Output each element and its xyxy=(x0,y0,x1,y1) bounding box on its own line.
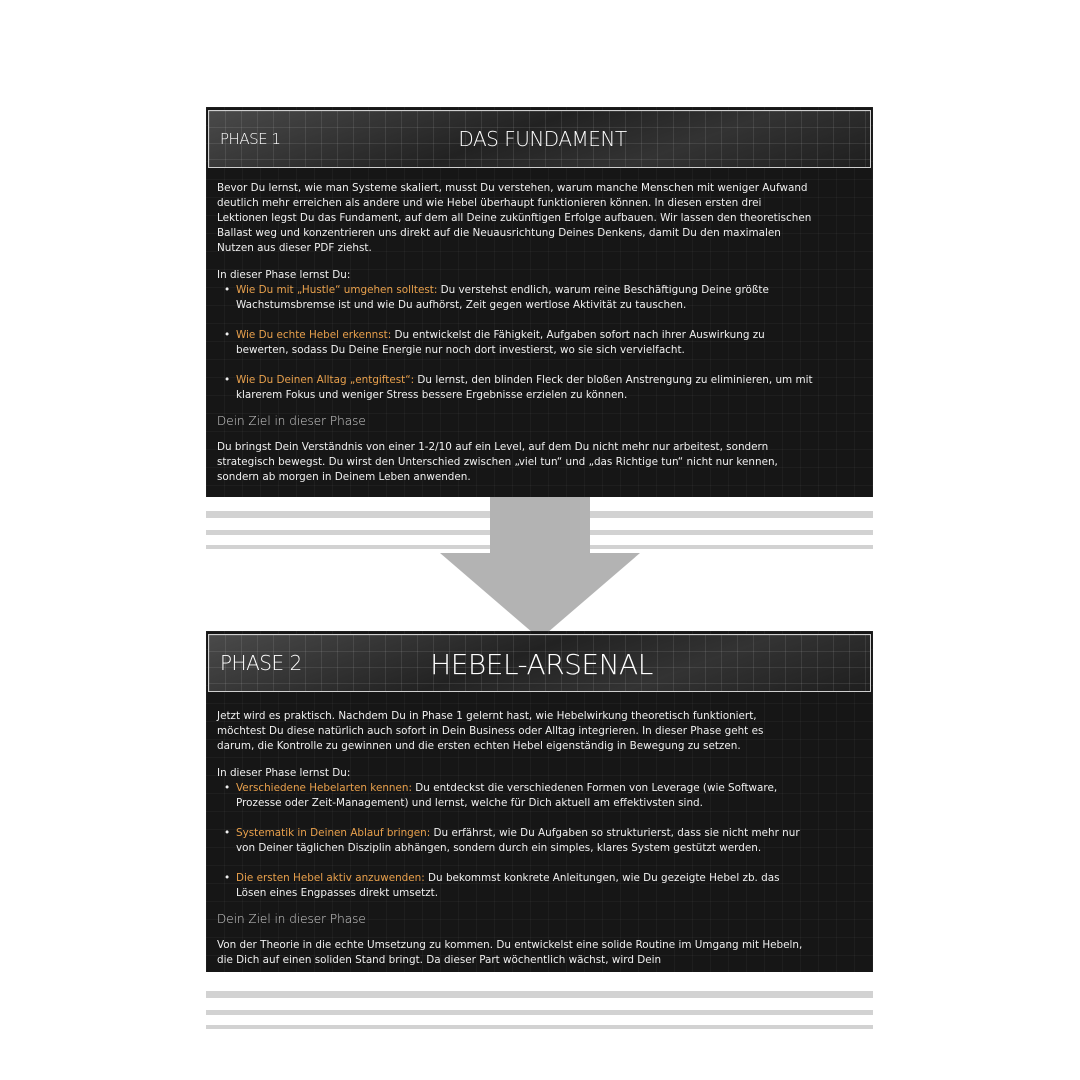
phase-1-goal-heading: Dein Ziel in dieser Phase xyxy=(217,414,366,428)
bullet-text: Du bekommst konkrete Anleitungen, wie Du gezeigte Hebel zb. das Lösen eines Engpasses direkt umsetzt. xyxy=(236,872,780,899)
bullet-text: Du entdeckst die verschiedenen Formen von Leverage (wie Software, Prozesse oder Zeit-Management) und lernst, welche für Dich aktuell am effektivsten sind. xyxy=(236,782,778,809)
bullet-dot-icon: • xyxy=(224,374,231,386)
bullet-text: Du entwickelst die Fähigkeit, Aufgaben sofort nach ihrer Auswirkung zu bewerten, sodass Du Deine Energie nur noch dort investierst, wo sie sich vervielfacht. xyxy=(236,329,765,356)
bullet-lead: Wie Du echte Hebel erkennst: xyxy=(236,329,392,341)
phase-2-learn-heading: In dieser Phase lernst Du: xyxy=(217,767,351,779)
phase-2-goal-heading: Dein Ziel in dieser Phase xyxy=(217,912,366,926)
bullet-text: Du erfährst, wie Du Aufgaben so strukturierst, dass sie nicht mehr nur von Deiner täglichen Disziplin abhängen, sondern durch ein simples, klares System gestützt werden. xyxy=(236,827,800,854)
phase-1-learn-heading: In dieser Phase lernst Du: xyxy=(217,269,351,281)
bullet-lead: Die ersten Hebel aktiv anzuwenden: xyxy=(236,872,425,884)
divider-stripe xyxy=(206,1010,873,1015)
bullet-text: Du lernst, den blinden Fleck der bloßen Anstrengung zu eliminieren, um mit klarerem Fokus und weniger Stress bessere Ergebnisse erzielen zu können. xyxy=(236,374,813,401)
phase-2-bullet-list xyxy=(217,781,803,901)
phase-2-card xyxy=(206,631,873,972)
bullet-text: Du verstehst endlich, warum reine Beschäftigung Deine größte Wachstumsbremse ist und wie Du aufhörst, Zeit gegen wertlose Aktivität zu tauschen. xyxy=(236,284,769,311)
phase-1-title: DAS FUNDAMENT xyxy=(458,127,627,151)
bullet-dot-icon: • xyxy=(224,827,231,839)
divider-stripe xyxy=(206,1025,873,1029)
bullet-item xyxy=(217,826,803,856)
phase-2-goal-text: Von der Theorie in die echte Umsetzung zu kommen. Du entwickelst eine solide Routine im Umgang mit Hebeln, die Dich auf einen soliden Stand bringt. Da dieser Part wöchentlich wächst, wird Dein xyxy=(217,939,803,966)
bullet-item xyxy=(217,283,813,313)
bullet-item xyxy=(217,871,803,901)
phase-2-intro: Jetzt wird es praktisch. Nachdem Du in Phase 1 gelernt hast, wie Hebelwirkung theoretisch funktioniert, möchtest Du diese natürlich auch sofort in Dein Business oder Alltag integrieren. In dieser Phase geht es darum, die Kontrolle zu gewinnen und die ersten echten Hebel eigenständig in Bewegung zu setzen. xyxy=(217,710,764,752)
down-arrow-icon xyxy=(490,497,590,555)
phase-2-title: HEBEL-ARSENAL xyxy=(430,648,653,681)
bullet-lead: Wie Du Deinen Alltag „entgiftest“: xyxy=(236,374,415,386)
bullet-dot-icon: • xyxy=(224,872,231,884)
divider-stripe xyxy=(206,991,873,998)
phase-1-bullet-list xyxy=(217,283,813,403)
down-arrow-head-icon xyxy=(440,553,640,639)
bullet-dot-icon: • xyxy=(224,329,231,341)
phase-1-intro: Bevor Du lernst, wie man Systeme skaliert, musst Du verstehen, warum manche Menschen mit weniger Aufwand deutlich mehr erreichen als andere und wie Hebel überhaupt funktionieren können. In diesen ersten drei Lektionen legst Du das Fundament, auf dem all Deine zukünftigen Erfolge aufbauen. Wir lassen den theoretischen Ballast weg und konzentrieren uns direkt auf die Neuausrichtung Deines Denkens, damit Du den maximalen Nutzen aus dieser PDF ziehst. xyxy=(217,182,812,254)
phase-1-card xyxy=(206,107,873,497)
phase-1-body xyxy=(217,181,813,485)
phase-1-label: PHASE 1 xyxy=(220,130,281,148)
phase-1-header xyxy=(208,110,871,168)
bullet-item xyxy=(217,373,813,403)
bullet-dot-icon: • xyxy=(224,782,231,794)
phase-2-body xyxy=(217,709,803,968)
bullet-lead: Systematik in Deinen Ablauf bringen: xyxy=(236,827,431,839)
bullet-lead: Wie Du mit „Hustle“ umgehen solltest: xyxy=(236,284,438,296)
bullet-item xyxy=(217,328,813,358)
phase-2-header xyxy=(208,634,871,692)
bullet-lead: Verschiedene Hebelarten kennen: xyxy=(236,782,412,794)
bullet-item xyxy=(217,781,803,811)
phase-2-label: PHASE 2 xyxy=(220,651,302,675)
bullet-dot-icon: • xyxy=(224,284,231,296)
phase-1-goal-text: Du bringst Dein Verständnis von einer 1-2/10 auf ein Level, auf dem Du nicht mehr nur arbeitest, sondern strategisch bewegst. Du wirst den Unterschied zwischen „viel tun“ und „das Richtige tun“ nicht nur kennen, sondern ab morgen in Deinem Leben anwenden. xyxy=(217,441,778,483)
